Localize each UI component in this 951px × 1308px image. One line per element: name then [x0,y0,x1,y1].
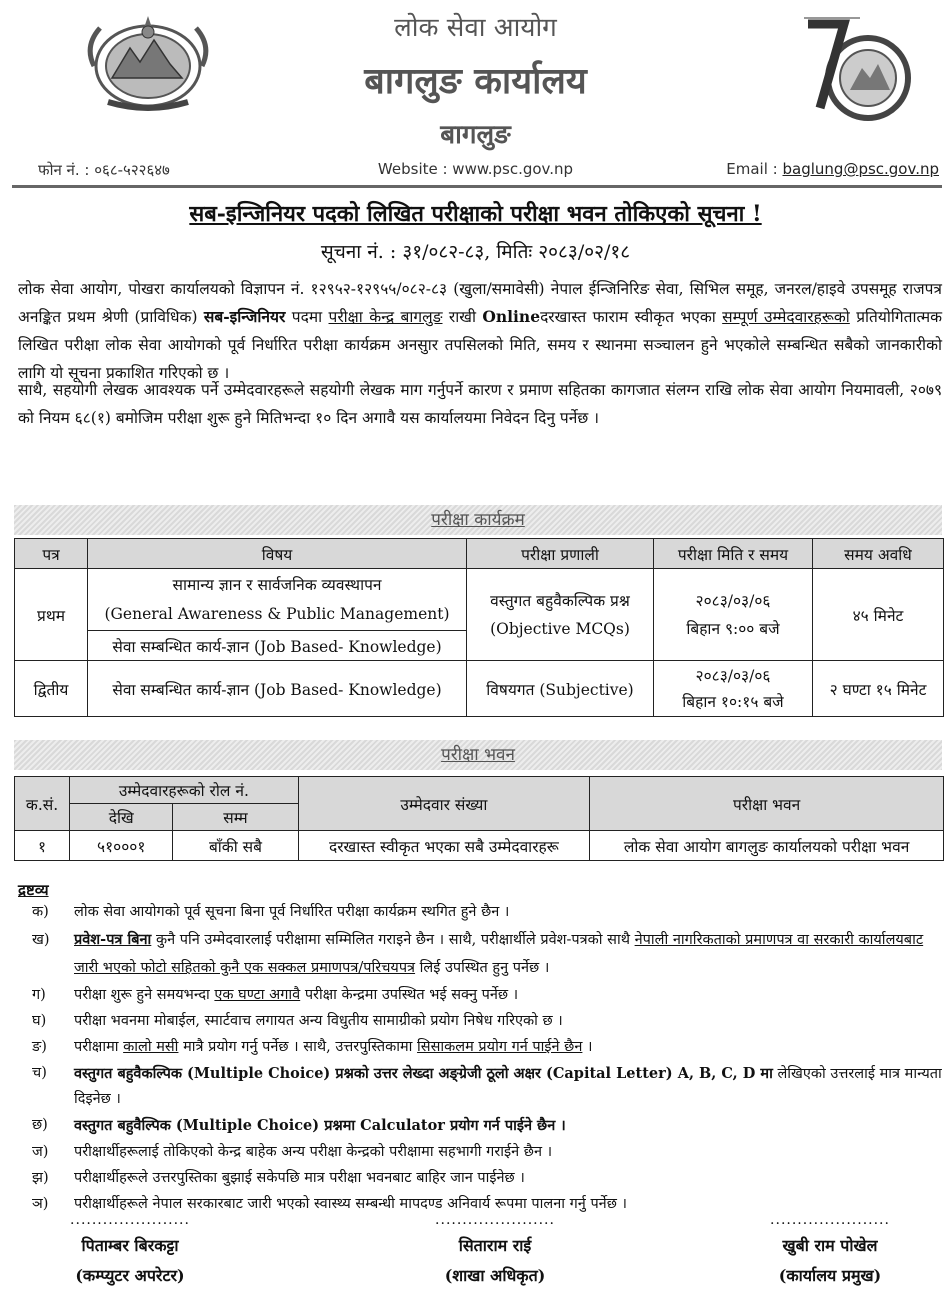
col-sn: क.सं. [15,777,70,831]
note-item [18,1061,948,1112]
schedule-heading: परीक्षा कार्यक्रम [431,510,525,530]
venue-from: ५१०००१ [70,831,173,861]
note-marker: छ) [32,1117,48,1133]
note-marker: घ) [32,1013,47,1029]
note-text: परीक्षार्थीहरूले नेपाल सरकारबाट जारी भएको स्वास्थ्य सम्बन्धी मापदण्ड अनिवार्य रूपमा पालना गर्नु पर्नेछ । [74,1196,628,1212]
note-item [18,1035,948,1060]
website-text: Website : www.psc.gov.np [377,160,574,178]
schedule-heading-band [14,505,942,535]
time-first: बिहान ९:०० बजे [686,619,780,638]
datetime-second [654,661,813,717]
note-text: कुनै पनि उम्मेदवारलाई परीक्षामा सम्मिलित गराइने छैन । साथै, परीक्षार्थीले प्रवेश-पत्रको साथै [155,932,630,948]
note-item [18,1140,948,1165]
note-item [18,1009,948,1034]
signatory-name: खुबी राम पोखेल [782,1236,878,1255]
intro-exam-center: परीक्षा केन्द्र बागलुङ [328,308,443,326]
phone-number: फोन नं. : ०६८-५२२६४७ [38,161,170,179]
subject-general [88,569,467,631]
system-objective [467,569,654,661]
signature-office-chief [730,1212,930,1286]
office-name: बागलुङ कार्यालय [364,60,587,102]
note-marker: ज) [32,1144,49,1160]
scribe-paragraph: साथै, सहयोगी लेखक आवश्यक पर्ने उम्मेदवारहरूले सहयोगी लेखक माग गर्नुपर्ने कारण र प्रमाण सहितका कागजात संलग्न राखि लोक सेवा आयोग नियमावली, २०७९ को नियम ६८(१) बमोजिम परीक्षा शुरू हुने मितिभन्दा १० दिन अगावै यस कार्यालयमा निवेदन दिनु पर्नेछ । [18,381,942,427]
paper-first: प्रथम [15,569,88,661]
note-text-underlined: एक घण्टा अगावै [214,987,301,1003]
note-marker: झ) [32,1170,49,1186]
system-objective-en: (Objective MCQs) [490,619,630,638]
venue-count: दरखास्त स्वीकृत भएका सबै उम्मेदवारहरू [298,831,590,861]
duration-first: ४५ मिनेट [813,569,944,661]
col-subject: विषय [88,539,467,569]
note-text: लिई उपस्थित हुनु पर्नेछ । [419,960,550,976]
schedule-row-second [15,661,944,717]
system-objective-np: वस्तुगत बहुवैकल्पिक प्रश्न [490,591,630,610]
duration-second: २ घण्टा १५ मिनेट [813,661,944,717]
notice-title: सब-इन्जिनियर पदको लिखित परीक्षाको परीक्षा भवन तोकिएको सूचना ! [189,201,762,227]
note-text: लेखिएको उत्तरलाई मात्र मान्यता दिइनेछ । [74,1066,942,1107]
venue-sn: १ [15,831,70,861]
intro-all-candidates: सम्पूर्ण उम्मेदवारहरूको [722,308,850,326]
note-text: मात्रै प्रयोग गर्नु पर्नेछ । साथै, उत्तरपुस्तिकामा [183,1039,413,1055]
col-roll: उम्मेदवारहरूको रोल नं. [70,777,298,804]
office-city: बागलुङ [440,120,511,150]
notice-number: सूचना नं. : ३१/०८२-८३, मितिः २०८३/०२/१८ [320,241,631,263]
note-text: परीक्षामा [74,1039,119,1055]
note-marker: च) [32,1065,47,1081]
note-text-underlined: नेपाली नागरिकताको प्रमाणपत्र वा सरकारी कार्यालयबाट जारी भएको फोटो सहितको कुनै एक सक्कल प्रमाणपत्र/परिचयपत्र [74,932,924,976]
datetime-first [654,569,813,661]
note-item [18,900,948,925]
note-text-bold: वस्तुगत बहुवैकल्पिक (Multiple Choice) प्रश्नको उत्तर लेख्दा अङ्ग्रेजी ठूलो अक्षर (Capital Letter) A, B, C, D मा [74,1065,773,1082]
note-marker: ञ) [32,1196,49,1212]
col-datetime: परीक्षा मिति र समय [654,539,813,569]
note-marker: ङ) [32,1039,47,1055]
signatory-role: (शाखा अधिकृत) [444,1266,546,1285]
note-text: परीक्षार्थीहरूलाई तोकिएको केन्द्र बाहेक अन्य परीक्षा केन्द्रको परीक्षामा सहभागी गराईने छैन । [74,1144,553,1160]
signatory-name: सिताराम राई [458,1236,532,1255]
venue-to: बाँकी सबै [173,831,298,861]
col-count: उम्मेदवार संख्या [298,777,590,831]
note-text: । [587,1039,593,1055]
note-text-underlined: प्रवेश-पत्र बिना [74,931,152,948]
date-first: २०८३/०३/०६ [695,591,771,610]
signatory-role: (कम्प्युटर अपरेटर) [75,1266,185,1285]
notes-list [18,900,948,1218]
signature-computer-operator [30,1212,230,1286]
venue-heading: परीक्षा भवन [441,745,515,765]
signature-dots: ...................... [435,1212,555,1228]
email-link[interactable]: baglung@psc.gov.np [782,160,939,178]
note-text: लोक सेवा आयोगको पूर्व सूचना बिना पूर्व निर्धारित परीक्षा कार्यक्रम स्थगित हुने छैन । [74,904,510,920]
note-item [18,1166,948,1191]
note-item [18,1113,948,1139]
note-item [18,983,948,1008]
org-name: लोक सेवा आयोग [394,13,557,43]
signature-dots: ...................... [70,1212,190,1228]
email-label: Email : [726,160,778,178]
subject-general-np: सामान्य ज्ञान र सार्वजनिक व्यवस्थापन [172,575,382,594]
signature-dots: ...................... [770,1212,890,1228]
venue-row [15,831,944,861]
col-duration: समय अवधि [813,539,944,569]
intro-online: Online [482,307,541,326]
intro-paragraph [18,275,942,387]
note-text: परीक्षा भवनमा मोबाईल, स्मार्टवाच लगायत अन्य विधुतीय सामाग्रीको प्रयोग निषेध गरिएको छ । [74,1013,563,1029]
note-item [18,926,948,982]
note-text-bold: वस्तुगत बहुवैल्पिक (Multiple Choice) प्रश्नमा Calculator प्रयोग गर्न पाईने छैन । [74,1117,566,1134]
signature-section-officer [395,1212,595,1286]
col-system: परीक्षा प्रणाली [467,539,654,569]
schedule-header-row [15,539,944,569]
note-text-underlined: सिसाकलम प्रयोग गर्न पाईने छैन [417,1039,583,1055]
signatory-role: (कार्यालय प्रमुख) [778,1266,882,1285]
paper-second: द्वितीय [15,661,88,717]
note-marker: ग) [32,987,46,1003]
note-text: परीक्षार्थीहरूले उत्तरपुस्तिका बुझाई सकेपछि मात्र परीक्षा भवनबाट बाहिर जान पाईनेछ । [74,1170,525,1186]
venue-header-row [15,777,944,804]
note-marker: क) [32,904,49,920]
col-paper: पत्र [15,539,88,569]
schedule-row-first [15,569,944,631]
signatory-name: पिताम्बर बिरकट्टा [81,1236,179,1255]
col-from: देखि [70,804,173,831]
intro-text-c: राखी [448,308,476,326]
venue-heading-band [14,740,942,770]
intro-text-b: पदमा [291,308,323,326]
col-venue: परीक्षा भवन [590,777,944,831]
intro-text-a: लोक सेवा आयोग, पोखरा कार्यालयको विज्ञापन नं. १२९५२-१२९५५/०८२-८३ (खुला/समावेसी) नेपाल ईन्जिनिरिङ सेवा, सिभिल समूह, जनरल/हाइवे उपसमूह राजपत्र अनङ्कित प्रथम श्रेणी (प्राविधिक) [18,280,942,326]
col-to: सम्म [173,804,298,831]
header-divider [12,185,942,188]
note-text: परीक्षा केन्द्रमा उपस्थित भई सक्नु पर्नेछ । [304,987,519,1003]
note-text-underlined: कालो मसी [123,1039,179,1055]
subject-general-en: (General Awareness & Public Management) [104,604,450,623]
intro-text-e: प्रतियोगितात्मक लिखित परीक्षा लोक सेवा आयोगको पूर्व निर्धारित परीक्षा कार्यक्रम अनसुार तपसिलको मिति, समय र स्थानमा सञ्चालन हुने भएकोले सम्बन्धित सबैको जानकारीको लागि यो सूचना प्रकाशित गरिएको छ । [18,308,942,382]
venue-table [14,776,944,861]
time-second: बिहान १०:१५ बजे [682,692,784,711]
intro-post: सब-इन्जिनियर [203,307,286,326]
note-marker: ख) [32,932,50,948]
subject-job-knowledge: सेवा सम्बन्धित कार्य-ज्ञान (Job Based- Knowledge) [88,631,467,661]
notes-heading: द्रष्टव्य [18,881,49,899]
schedule-table [14,538,944,717]
intro-text-d: दरखास्त फाराम स्वीकृत भएका [540,308,716,326]
subject-second: सेवा सम्बन्धित कार्य-ज्ञान (Job Based- Knowledge) [88,661,467,717]
email-contact [726,160,939,178]
venue-building: लोक सेवा आयोग बागलुङ कार्यालयको परीक्षा भवन [590,831,944,861]
system-subjective: विषयगत (Subjective) [467,661,654,717]
note-text: परीक्षा शुरू हुने समयभन्दा [74,987,210,1003]
date-second: २०८३/०३/०६ [695,666,771,685]
